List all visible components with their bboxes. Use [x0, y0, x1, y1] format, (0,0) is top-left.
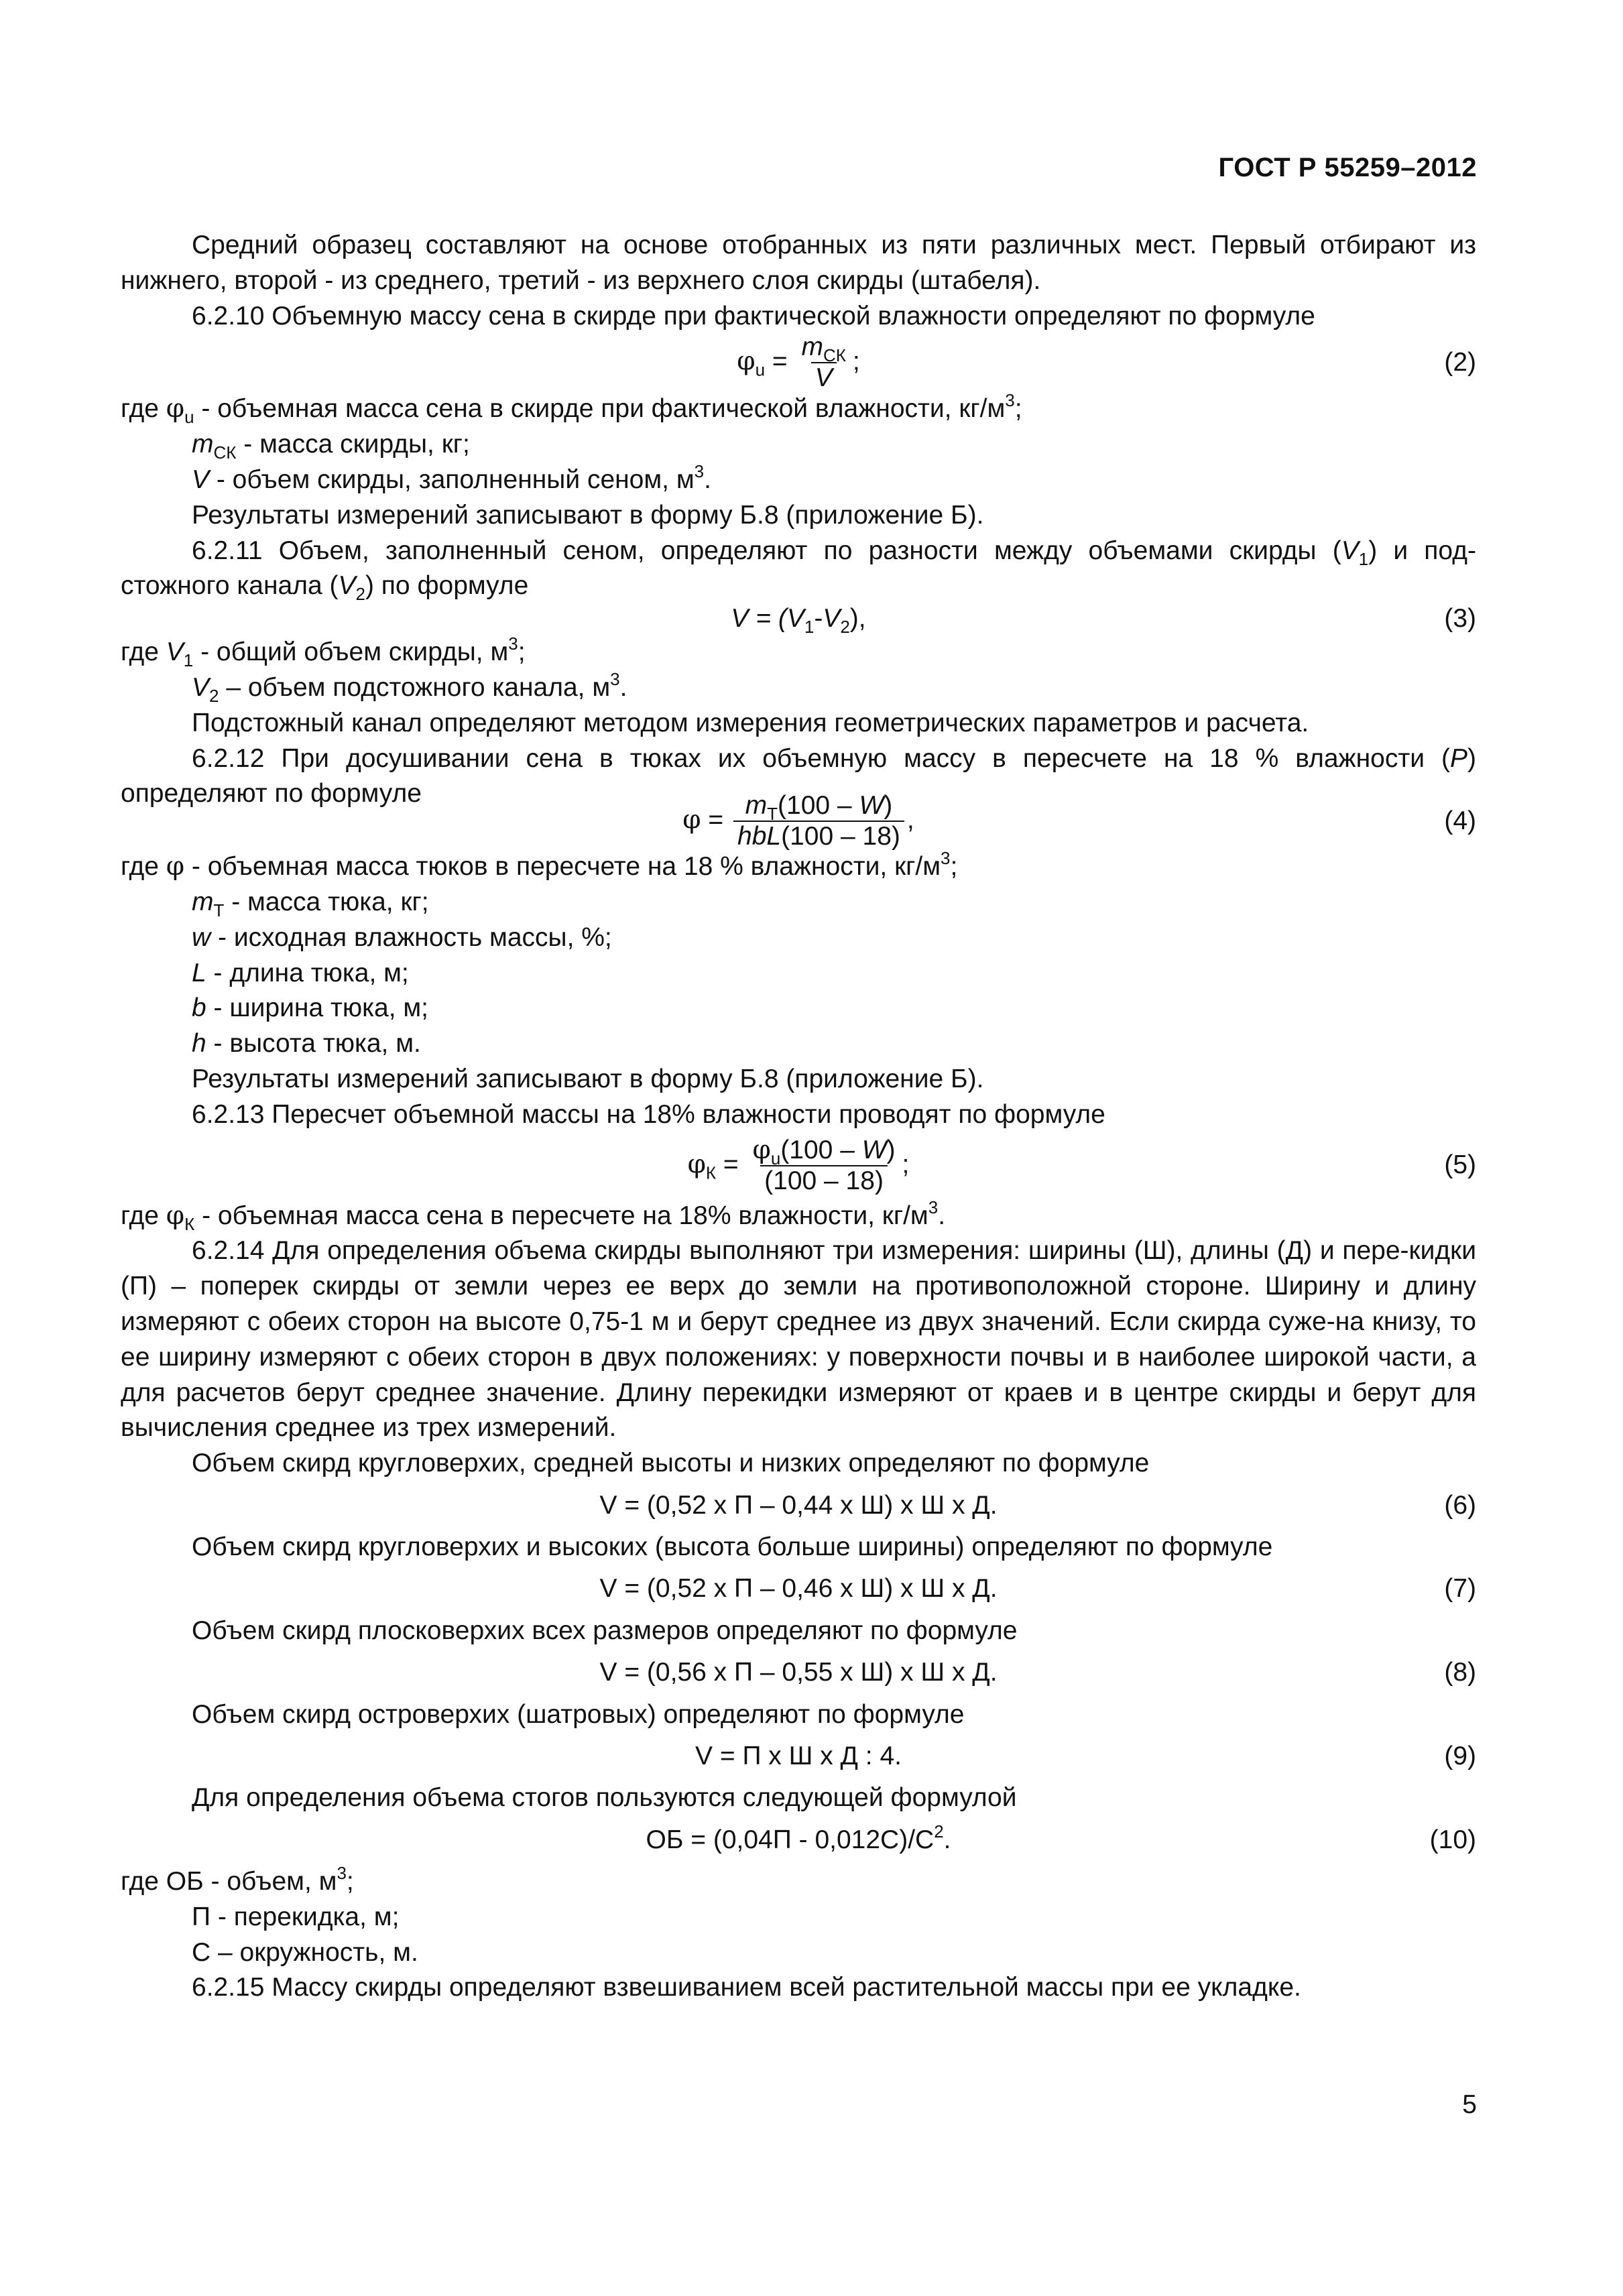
formula-5-expression	[688, 1136, 910, 1196]
formula-5-num-w: W	[861, 1135, 887, 1164]
paragraph-6-2-13: 6.2.13 Пересчет объемной массы на 18% влажности проводят по формуле	[192, 1099, 1105, 1129]
where-v1-sup: 3	[508, 633, 518, 654]
formula-2-eq: =	[765, 347, 795, 376]
p4-v1-symbol: V	[1341, 536, 1359, 565]
where-v2-symbol: V	[192, 672, 210, 702]
where-phi	[121, 849, 1476, 885]
paragraph-6-2-15: 6.2.15 Массу скирды определяют взвешиванием всей растительной массы при ее укладке.	[192, 1973, 1301, 2002]
formula-4-num-sub: Т	[767, 804, 778, 825]
formula-4-end: ,	[906, 805, 914, 835]
where-v2-end: .	[619, 672, 627, 702]
formula-5-num-close: )	[886, 1135, 896, 1164]
where-b-symbol: b	[192, 993, 206, 1023]
formula-3-v1: V	[786, 603, 804, 633]
p4-text-a: 6.2.11 Объем, заполненный сеном, определяют по разности между объемами скирды (	[192, 536, 1341, 565]
formula-7	[121, 1565, 1476, 1614]
paragraph-volume-flat: Объем скирд плосковерхих всех размеров определяют по формуле	[192, 1616, 1018, 1645]
p4-v1-sub: 1	[1358, 548, 1369, 569]
formula-2-lhs: φ	[737, 346, 756, 377]
where-ob-text: где ОБ - объем, м	[121, 1867, 337, 1896]
formula-9-expression: V = П х Ш х Д : 4.	[695, 1741, 902, 1770]
where-v-sup: 3	[694, 461, 705, 481]
where-v2-text: – объем подстожного канала, м	[219, 672, 611, 702]
where-m-symbol: m	[192, 430, 214, 459]
formula-4-num-rest: (100 –	[778, 791, 859, 821]
paragraph-6-2-14: 6.2.14 Для определения объема скирды выполняют три измерения: ширины (Ш), длины (Д) и пере-кидки (П) – поперек скирды от земли через ее верх до земли на противоположной стороне. Ширину и длину измеряют с обеих сторон на высоте 0,75-1 м и берут среднее из двух значений. Если скирда суже-на книзу, то ее ширину измеряют с обеих сторон в двух положениях: у поверхности почвы и в наиболее широкой части, а для расчетов берут среднее значение. Длину перекидки измеряют от краев и в центре скирды и берут для вычисления среднее из трех измерений.	[121, 1236, 1476, 1443]
formula-5-num-rest: (100 –	[780, 1135, 862, 1164]
formula-9	[121, 1732, 1476, 1780]
where-p: П - перекидка, м;	[192, 1902, 400, 1931]
where-v-symbol: V	[192, 465, 210, 494]
formula-7-expression: V = (0,52 х П – 0,46 х Ш) х Ш х Д.	[599, 1574, 998, 1604]
where-l-symbol: L	[192, 958, 206, 987]
formula-10-main: ОБ = (0,04П - 0,012С)/С	[646, 1825, 935, 1854]
formula-5-number: (5)	[1444, 1150, 1476, 1180]
formula-6-number: (6)	[1444, 1490, 1476, 1520]
where-v2	[121, 670, 1476, 706]
where-l-text: - длина тюка, м;	[206, 958, 409, 987]
paragraph-volume-pointed: Объем скирд островерхих (шатровых) определяют по формуле	[192, 1699, 965, 1729]
where-v1-symbol: V	[166, 638, 184, 667]
formula-10-end: .	[943, 1825, 951, 1854]
paragraph-results-1: Результаты измерений записывают в форму Б.8 (приложение Б).	[192, 500, 984, 530]
where-phik-symbol: φ	[166, 1200, 185, 1231]
where-phi-plain-symbol: φ	[166, 851, 185, 882]
formula-3-number: (3)	[1444, 603, 1476, 633]
standard-header: ГОСТ Р 55259–2012	[1218, 153, 1477, 182]
formula-2-denominator: V	[811, 362, 837, 393]
formula-3-v2-sub: 2	[840, 616, 850, 637]
where-v1	[121, 635, 1476, 670]
formula-4-fraction	[733, 791, 904, 851]
where-mt-symbol: m	[192, 887, 214, 916]
formula-4-num-close: )	[884, 791, 893, 821]
where-v1-text: - общий объем скирды, м	[193, 638, 509, 667]
formula-3-v2: V	[823, 603, 841, 633]
formula-4-den-rest: (100 – 18)	[781, 822, 900, 851]
where-mt-text: - масса тюка, кг;	[224, 887, 429, 916]
p6-p-symbol: Р	[1449, 743, 1467, 773]
formula-2-numerator	[797, 333, 849, 366]
where-m-text: - масса скирды, кг;	[236, 430, 470, 459]
where-ob-sup: 3	[337, 1863, 347, 1884]
formula-4-denominator	[733, 821, 904, 851]
p6-text-b: ) определяют по формуле	[121, 743, 1476, 808]
where-v-end: .	[704, 465, 711, 494]
p4-text-b: ) и под-стожного канала (	[121, 536, 1477, 601]
formula-6-expression: V = (0,52 х П – 0,44 х Ш) х Ш х Д.	[599, 1490, 998, 1520]
where-phi-end: ;	[1014, 394, 1022, 424]
where-w-text: - исходная влажность массы, %;	[211, 922, 612, 952]
where-v1-sub: 1	[183, 650, 194, 671]
formula-4-number: (4)	[1444, 806, 1476, 835]
formula-8	[121, 1649, 1476, 1697]
where-m-sub: СК	[213, 442, 237, 463]
formula-5	[121, 1133, 1476, 1199]
where-phi-symbol: φ	[166, 394, 185, 424]
formula-4-eq: =	[701, 805, 731, 835]
where-m-t	[121, 885, 1476, 920]
where-v	[121, 463, 1476, 498]
where-phi-k	[121, 1199, 1476, 1234]
where-phi-sup: 3	[1005, 390, 1015, 411]
paragraph-6-2-10: 6.2.10 Объемную массу сена в скирде при фактической влажности определяют по формуле	[192, 301, 1315, 330]
paragraph-stacks: Для определения объема стогов пользуются следующей формулой	[192, 1783, 1017, 1813]
formula-2	[121, 334, 1476, 391]
formula-5-eq: =	[716, 1149, 746, 1179]
where-phi-plain-end: ;	[950, 852, 958, 882]
formula-2-num-m: m	[801, 333, 823, 362]
formula-4	[121, 793, 1476, 849]
formula-3-v1-sub: 1	[804, 616, 815, 637]
formula-5-fraction	[749, 1136, 900, 1196]
formula-7-number: (7)	[1444, 1574, 1476, 1604]
formula-3-end: ),	[849, 603, 866, 633]
formula-5-lhs-sub: К	[705, 1162, 717, 1183]
where-m-ck	[121, 427, 1476, 463]
where-mt-sub: Т	[213, 900, 225, 920]
where-v1-end: ;	[518, 638, 526, 667]
p4-v2-sub: 2	[355, 584, 365, 605]
formula-2-number: (2)	[1444, 347, 1476, 377]
where-phik-end: .	[938, 1201, 946, 1230]
p4-text-c: ) по формуле	[365, 571, 529, 601]
formula-2-expression	[737, 333, 860, 393]
where-w	[121, 920, 1476, 956]
formula-2-num-sub: СК	[823, 345, 846, 366]
formula-5-end: ;	[902, 1149, 910, 1179]
formula-4-numerator	[741, 791, 897, 825]
formula-5-num-sub: u	[770, 1148, 781, 1168]
where-w-symbol: w	[192, 922, 211, 952]
where-label-4: где	[121, 1201, 166, 1230]
paragraph-volume-round-low: Объем скирд кругловерхих, средней высоты и низких определяют по формуле	[192, 1449, 1150, 1478]
p4-v2-symbol: V	[338, 571, 356, 601]
where-ob	[121, 1864, 1476, 1900]
formula-9-number: (9)	[1444, 1741, 1476, 1770]
formula-4-lhs: φ	[682, 804, 701, 835]
where-label-2: где	[121, 638, 166, 667]
formula-4-expression	[682, 791, 914, 851]
p6-text-a: 6.2.12 При досушивании сена в тюках их объемную массу в пересчете на 18 % влажности (	[192, 743, 1450, 773]
where-phi-sub: u	[184, 407, 194, 428]
where-phik-text: - объемная масса сена в пересчете на 18% влажности, кг/м	[194, 1201, 928, 1230]
formula-5-lhs: φ	[687, 1148, 706, 1179]
formula-3	[121, 603, 1476, 635]
where-label-3: где	[121, 852, 166, 882]
formula-2-fraction	[797, 333, 849, 393]
where-phik-sub: К	[184, 1213, 195, 1234]
paragraph-6-2-11	[121, 534, 1476, 605]
formula-3-lhs: V = (	[731, 603, 787, 633]
formula-8-number: (8)	[1444, 1658, 1476, 1687]
where-c: С – окружность, м.	[192, 1937, 418, 1967]
where-v2-sub: 2	[209, 685, 219, 706]
formula-2-end: ;	[852, 347, 860, 376]
formula-4-den-hbl: hbL	[737, 822, 782, 851]
where-ob-end: ;	[346, 1867, 354, 1896]
formula-2-lhs-sub: u	[755, 359, 766, 380]
formula-5-numerator	[749, 1134, 900, 1168]
where-phik-sup: 3	[928, 1197, 939, 1217]
formula-4-num-m: m	[745, 791, 768, 821]
paragraph-channel: Подстожный канал определяют методом измерения геометрических параметров и расчета.	[192, 708, 1309, 737]
where-v2-sup: 3	[610, 668, 620, 689]
formula-10-expression	[646, 1823, 951, 1858]
where-label: где	[121, 394, 166, 424]
paragraph-results-2: Результаты измерений записывают в форму Б.8 (приложение Б).	[192, 1064, 984, 1093]
formula-10-number: (10)	[1429, 1825, 1476, 1854]
where-b-text: - ширина тюка, м;	[206, 993, 429, 1023]
formula-3-expression	[731, 601, 865, 637]
where-h	[121, 1026, 1476, 1062]
page-number: 5	[1462, 2090, 1477, 2119]
where-phi-text: - объемная масса сена в скирде при фактической влажности, кг/м	[194, 394, 1006, 424]
formula-6	[121, 1482, 1476, 1530]
where-phi-plain-sup: 3	[941, 848, 951, 869]
where-b	[121, 991, 1476, 1026]
formula-3-minus: -	[814, 603, 823, 633]
where-h-text: - высота тюка, м.	[206, 1029, 421, 1059]
where-l	[121, 956, 1476, 991]
formula-5-denominator: (100 – 18)	[760, 1165, 888, 1196]
formula-5-num-phi: φ	[752, 1134, 771, 1165]
formula-4-num-w: W	[859, 791, 884, 821]
formula-10-sup: 2	[934, 1821, 944, 1841]
paragraph-volume-round-high: Объем скирд кругловерхих и высоких (высота больше ширины) определяют по формуле	[192, 1532, 1273, 1561]
page-body	[121, 228, 1476, 2006]
formula-8-expression: V = (0,56 х П – 0,55 х Ш) х Ш х Д.	[599, 1658, 998, 1687]
where-v-text: - объем скирды, заполненный сеном, м	[209, 465, 695, 494]
where-h-symbol: h	[192, 1029, 206, 1059]
paragraph-sampling: Средний образец составляют на основе отобранных из пяти различных мест. Первый отбирают из нижнего, второй - из среднего, третий - из верхнего слоя скирды (штабеля).	[121, 231, 1476, 295]
where-phi-plain-text: - объемная масса тюков в пересчете на 18 % влажности, кг/м	[184, 852, 941, 882]
where-phi-u	[121, 391, 1476, 427]
formula-10	[121, 1816, 1476, 1864]
